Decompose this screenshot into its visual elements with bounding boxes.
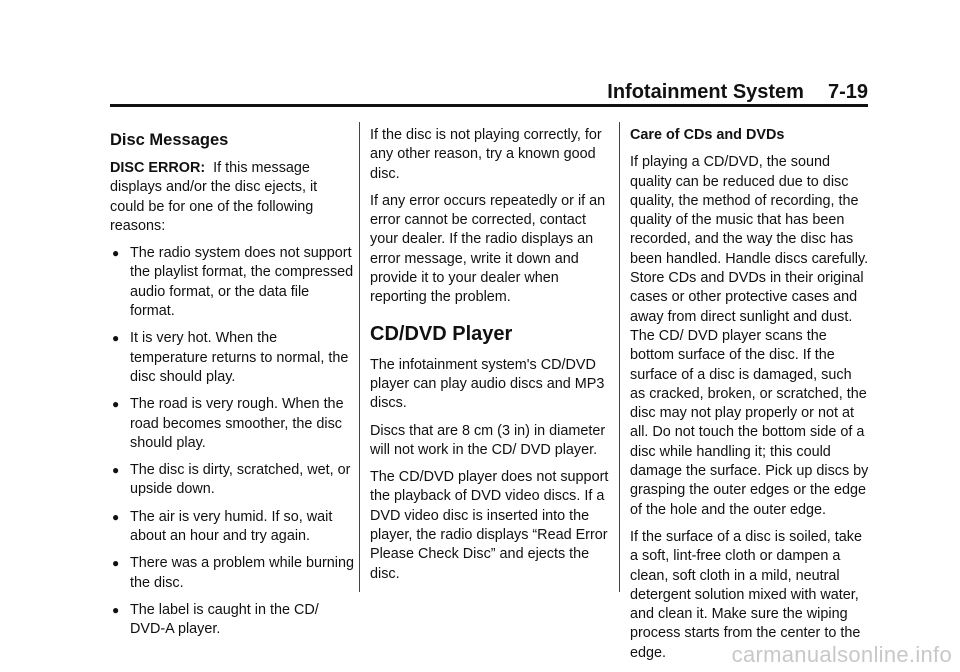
header-rule <box>110 104 868 107</box>
running-header <box>110 80 868 104</box>
disc-error-label: DISC ERROR: <box>110 160 206 176</box>
column-divider <box>359 122 360 592</box>
bullet-icon: ● <box>112 331 120 346</box>
list-item: ● It is very hot. When the temperature returns to normal, the disc should play. <box>112 330 349 385</box>
care-heading: Care of CDs and DVDs <box>630 127 785 143</box>
paragraph: If the disc is not playing correctly, for any other reason, try a known good disc. <box>370 127 602 182</box>
disc-messages-heading: Disc Messages <box>110 131 229 149</box>
list-item: ● The disc is dirty, scratched, wet, or upside down. <box>112 462 351 498</box>
list-item: ● The air is very humid. If so, wait about an hour and try again. <box>112 508 333 545</box>
bullet-icon: ● <box>112 463 120 478</box>
paragraph: If playing a CD/DVD, the sound quality can be reduced due to disc quality, the method of recording, the quality of the music that has been recorded, and the way the disc has been handled. Handle discs carefully. Store CDs and DVDs in their original cases or other protective cases and away from direct sunlight and dust. The CD/ DVD player scans the bottom surface of the disc. If the surface of a disc is damaged, such as cracked, broken, or scratched, the disc may not play properly or not at all. Do not touch the bottom side of a disc while handling it; this could damage the surface. Pick up discs by grasping the outer edges or the edge of the hole and the outer edge. <box>630 154 869 518</box>
list-item: ● The road is very rough. When the road becomes smoother, the disc should play. <box>112 396 344 451</box>
column-middle <box>370 126 610 592</box>
page-number: 7-19 <box>827 81 868 103</box>
bullet-icon: ● <box>112 556 120 571</box>
paragraph: If any error occurs repeatedly or if an error cannot be corrected, contact your dealer. If the radio displays an error message, write it down and provide it to your dealer when reporting the problem. <box>370 192 606 306</box>
paragraph: The CD/DVD player does not support the playback of DVD video discs. If a DVD video disc is inserted into the player, the radio displays “Read Error Please Check Disc” and ejects the disc. <box>370 469 609 582</box>
bullet-icon: ● <box>112 246 120 261</box>
column-divider <box>619 122 620 592</box>
column-right <box>630 126 870 671</box>
bullet-icon: ● <box>112 509 120 524</box>
cd-dvd-player-heading: CD/DVD Player <box>370 322 513 345</box>
watermark: carmanualsonline.info <box>731 642 952 667</box>
paragraph: Discs that are 8 cm (3 in) in diameter will not work in the CD/ DVD player. <box>370 422 606 458</box>
paragraph: If the surface of a disc is soiled, take a soft, lint-free cloth or dampen a clean, soft cloth in a mild, neutral detergent solution mixed with water, and clean it. Make sure the wiping process starts from the center to the edge. <box>630 528 862 661</box>
bullet-icon: ● <box>112 602 120 617</box>
disc-error-paragraph <box>110 159 354 236</box>
list-item: ● There was a problem while burning the disc. <box>112 555 354 591</box>
disc-error-text: If this message displays and/or the disc ejects, it could be for one of the following reasons: <box>110 160 318 234</box>
list-item: ● The radio system does not support the playlist format, the compressed audio format, or the data file format. <box>112 245 354 320</box>
section-title: Infotainment System <box>607 81 804 103</box>
reasons-list <box>110 244 354 639</box>
bullet-icon: ● <box>112 397 120 412</box>
paragraph: The infotainment system's CD/DVD player can play audio discs and MP3 discs. <box>370 356 605 412</box>
column-left <box>110 126 354 648</box>
list-item: ● The label is caught in the CD/ DVD-A player. <box>112 601 319 638</box>
